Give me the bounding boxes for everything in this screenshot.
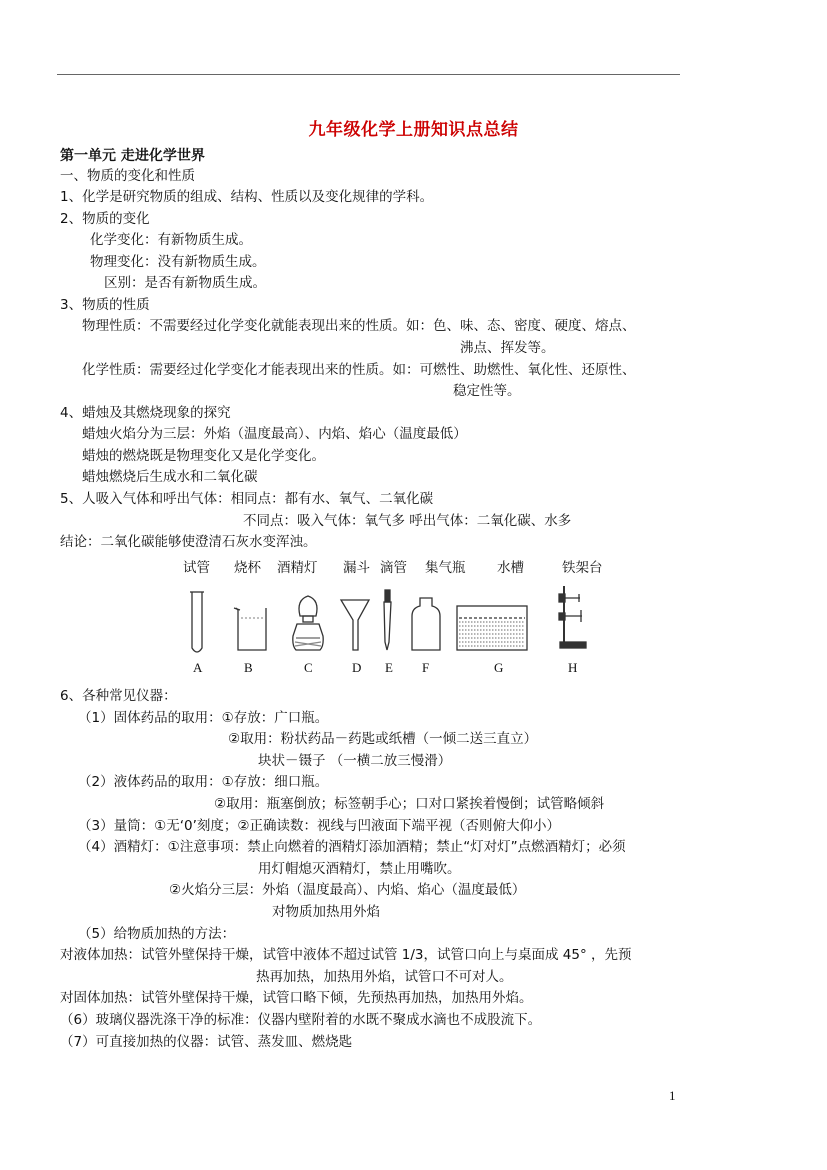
apparatus-label: 滴管 — [380, 560, 407, 576]
iron-stand-icon — [559, 586, 586, 648]
text-line: 物理性质：不需要经过化学变化就能表现出来的性质。如：色、味、态、密度、硬度、熔点、 — [82, 318, 636, 334]
text-line: ②火焰分三层：外焰（温度最高）、内焰、焰心（温度最低） — [169, 882, 526, 898]
text-line: （5）给物质加热的方法： — [78, 926, 236, 942]
text-line: 区别：是否有新物质生成。 — [104, 275, 266, 291]
apparatus-label: 漏斗 — [343, 560, 370, 576]
apparatus-figure — [170, 580, 610, 660]
text-line: （2）液体药品的取用：①存放：细口瓶。 — [78, 774, 329, 790]
text-line: （4）酒精灯：①注意事项：禁止向燃着的酒精灯添加酒精；禁止“灯对灯”点燃酒精灯；必须 — [78, 839, 626, 855]
apparatus-letter: H — [568, 660, 578, 675]
text-line: 不同点：吸入气体：氧气多 呼出气体：二氧化碳、水多 — [243, 513, 572, 529]
text-line: （1）固体药品的取用：①存放：广口瓶。 — [78, 710, 329, 726]
apparatus-letter: F — [422, 660, 430, 675]
text-line: 热再加热，加热用外焰，试管口不可对人。 — [256, 969, 513, 985]
text-line: 3、物质的性质 — [60, 297, 150, 313]
text-line: 一、物质的变化和性质 — [60, 168, 195, 184]
text-line: 沸点、挥发等。 — [460, 340, 555, 356]
text-line: 蜡烛的燃烧既是物理变化又是化学变化。 — [82, 448, 325, 464]
alcohol-lamp-icon — [293, 596, 323, 650]
dropper-icon — [384, 590, 391, 650]
text-line: 2、物质的变化 — [60, 211, 150, 227]
apparatus-letter: B — [244, 660, 253, 675]
unit-heading: 第一单元 走进化学世界 — [60, 148, 205, 164]
test-tube-icon — [190, 592, 204, 652]
text-line: 化学变化：有新物质生成。 — [90, 232, 252, 248]
apparatus-letter: D — [352, 660, 362, 675]
text-line: 稳定性等。 — [453, 383, 521, 399]
beaker-icon — [234, 608, 266, 650]
text-line: 蜡烛燃烧后生成水和二氧化碳 — [82, 469, 258, 485]
text-line: ②取用：粉状药品－药匙或纸槽（一倾二送三直立） — [228, 731, 538, 747]
text-line: 5、人吸入气体和呼出气体：相同点：都有水、氧气、二氧化碳 — [60, 491, 434, 507]
text-line: 1、化学是研究物质的组成、结构、性质以及变化规律的学科。 — [60, 189, 434, 205]
text-line: （6）玻璃仪器洗涤干净的标准：仪器内壁附着的水既不聚成水滴也不成股流下。 — [60, 1012, 542, 1028]
page-title: 九年级化学上册知识点总结 — [308, 120, 519, 140]
funnel-icon — [341, 600, 369, 650]
page-number: 1 — [669, 1088, 676, 1103]
text-line: 6、各种常见仪器： — [60, 688, 177, 704]
text-line: （3）量筒：①无‘0’刻度；②正确读数：视线与凹液面下端平视（否则俯大仰小） — [78, 818, 560, 834]
header-rule — [57, 74, 680, 75]
apparatus-label: 酒精灯 — [277, 560, 318, 576]
apparatus-label: 集气瓶 — [425, 560, 466, 576]
text-line: 块状－镊子 （一横二放三慢滑） — [258, 753, 452, 769]
apparatus-label: 烧杯 — [234, 560, 261, 576]
text-line: ②取用：瓶塞倒放；标签朝手心；口对口紧挨着慢倒；试管略倾斜 — [214, 796, 605, 812]
text-line: 对固体加热：试管外壁保持干燥，试管口略下倾，先预热再加热，加热用外焰。 — [60, 990, 533, 1006]
text-line: 4、蜡烛及其燃烧现象的探究 — [60, 405, 231, 421]
text-line: 化学性质：需要经过化学变化才能表现出来的性质。如：可燃性、助燃性、氧化性、还原性、 — [82, 362, 636, 378]
text-line: 对物质加热用外焰 — [272, 904, 380, 920]
apparatus-letter: G — [494, 660, 504, 675]
apparatus-letter: A — [193, 660, 203, 675]
text-line: 蜡烛火焰分为三层：外焰（温度最高）、内焰、焰心（温度最低） — [82, 426, 467, 442]
text-line: 结论：二氧化碳能够使澄清石灰水变浑浊。 — [60, 534, 317, 550]
apparatus-letter: C — [304, 660, 313, 675]
text-line: 物理变化：没有新物质生成。 — [90, 254, 266, 270]
apparatus-label: 试管 — [183, 560, 210, 576]
apparatus-label: 水槽 — [497, 560, 524, 576]
water-trough-icon — [457, 606, 527, 650]
text-line: （7）可直接加热的仪器：试管、蒸发皿、燃烧匙 — [60, 1034, 353, 1050]
gas-bottle-icon — [412, 598, 440, 650]
text-line: 对液体加热：试管外壁保持干燥，试管中液体不超过试管 1/3，试管口向上与桌面成 45° ，先预 — [60, 947, 632, 963]
apparatus-label: 铁架台 — [562, 560, 603, 576]
apparatus-letter: E — [385, 660, 393, 675]
text-line: 用灯帽熄灭酒精灯，禁止用嘴吹。 — [258, 861, 461, 877]
